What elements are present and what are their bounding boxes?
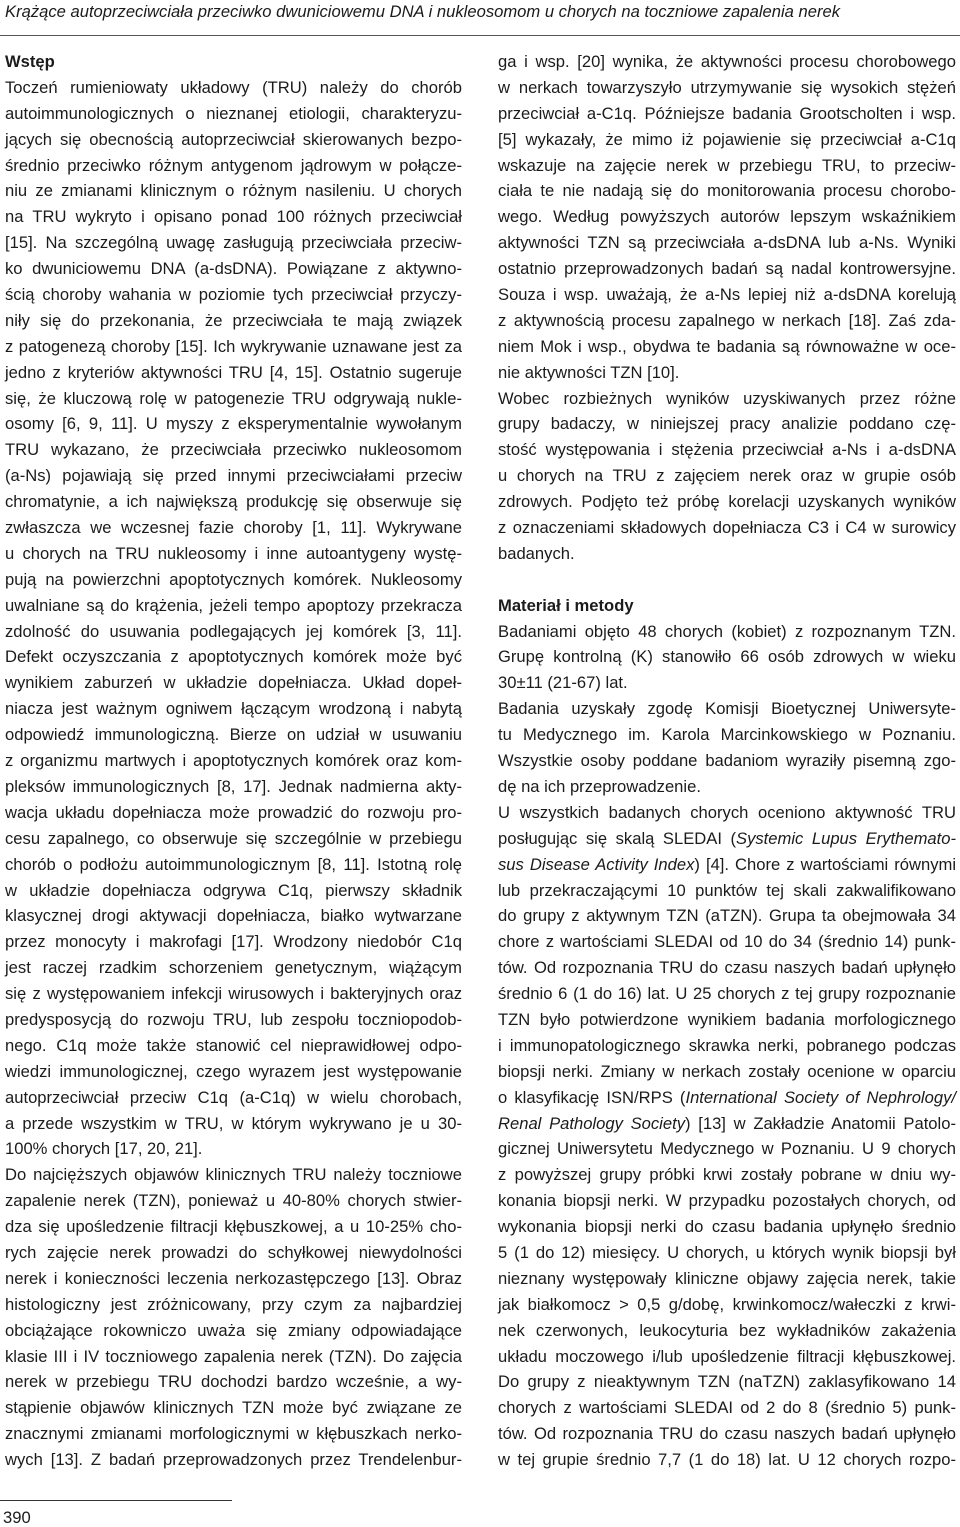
text-line: się, że kluczową rolę w patogenezie TRU odgrywają nukle-: [5, 388, 462, 408]
italic-text: sus Disease Activity Index: [498, 854, 695, 874]
text-line: Wszystkie osoby poddane badaniom wyraziły pisemną zgo-: [498, 751, 956, 771]
text-line: i immunopatologicznego skrawka nerki, pobranego podczas: [498, 1035, 956, 1055]
text-line: niem Mok i wsp., obydwa te badania są równoważne w oce-: [498, 336, 956, 356]
text-line: stąpienie objawów klinicznych TZN może być związane ze: [5, 1398, 462, 1418]
text-line: wacja układu dopełniacza może prowadzić do rozwoju pro-: [5, 802, 462, 822]
text-line: w układzie dopełniacza odgrywa C1q, pierwszy składnik: [5, 880, 462, 900]
text-line: niacza jest ważnym ogniwem łączącym wrodzoną i nabytą: [5, 699, 462, 719]
header-rule: [0, 35, 960, 36]
text-line: tów. Od rozpoznania TRU do czasu naszych badań upłynęło: [498, 1424, 956, 1444]
text-line: u chorych na TRU z zajęciem nerek oraz w grupie osób: [498, 466, 956, 486]
right-column: [498, 49, 956, 1473]
footer-rule: [0, 1500, 232, 1501]
text-line: ostatnio przeprowadzonych badań są nadal kontrowersyjne.: [498, 259, 956, 279]
text-line: znacznymi zmianami morfologicznymi w kłębuszkach nerko-: [5, 1424, 462, 1444]
text-line: nie aktywności TZN [10].: [498, 362, 680, 382]
text-line: wych [13]. Z badań przeprowadzonych przez Trendelenbur-: [5, 1450, 462, 1470]
text-line: autoprzeciwciał przeciw C1q (a-C1q) w wielu chorobach,: [5, 1087, 462, 1107]
text-segment: o klasyfikację ISN/RPS (: [498, 1087, 686, 1107]
text-line: nego. C1q może także stanowić cel nieprawidłowej odpo-: [5, 1035, 462, 1055]
text-line: [498, 1085, 956, 1111]
text-line: dza się upośledzenie filtracji kłębuszkowej, a u 10-25% cho-: [5, 1217, 462, 1237]
text-line: z aktywnością procesu zapalnego w nerkach [18]. Zaś zda-: [498, 310, 956, 330]
text-segment: ) [13] w Zakładzie Anatomii Patolo-: [685, 1113, 956, 1133]
text-line: przez monocyty i makrofagi [17]. Wrodzony niedobór C1q: [5, 932, 462, 952]
text-line: u chorych na TRU nukleosomy i inne autoantygeny wystę-: [5, 543, 462, 563]
text-line: tu Medycznego im. Karola Marcinkowskiego w Poznaniu.: [498, 725, 956, 745]
text-line: Badania uzyskały zgodę Komisji Bioetycznej Uniwersyte-: [498, 699, 956, 719]
text-line: a przede wszystkim w TRU, w którym wykrywano je u 30-: [5, 1113, 462, 1133]
text-line: zapalenie nerek (TZN), ponieważ u 40-80% chorych stwier-: [5, 1191, 462, 1211]
text-line: ga i wsp. [20] wynika, że aktywności procesu chorobowego: [498, 52, 956, 71]
text-line: średnio przeciwko różnym antygenom jądrowym w połącze-: [5, 155, 462, 175]
text-line: chore z wartościami SLEDAI od 10 do 34 (średnio 14) punk-: [498, 932, 956, 952]
page-number: 390: [3, 1508, 31, 1527]
text-line: zwłaszcza we wczesnej fazie choroby [1, 11]. Wykrywane: [5, 518, 462, 538]
text-line: średnio 6 (1 do 16) lat. U 25 chorych z tej grupy rozpoznanie: [498, 984, 956, 1004]
text-line: jak białkomocz > 0,5 g/dobę, krwinkomocz/wałeczki z krwi-: [498, 1294, 956, 1314]
text-line: badanych.: [498, 543, 575, 563]
text-line: wynikiem zaburzeń w układzie dopełniacza. Układ dopeł-: [5, 673, 462, 693]
paragraph: [498, 800, 956, 1473]
text-line: chromatynie, a ich największą produkcję się obserwuje się: [5, 492, 462, 512]
text-line: niły się do przekonania, że przeciwciała te mają związek: [5, 310, 462, 330]
text-line: konania biopsji nerki. W przypadku pozostałych chorych, od: [498, 1191, 956, 1211]
text-line: (a-Ns) pojawiają się przed innymi przeciwciałami przeciw: [5, 466, 462, 486]
paragraph: [5, 75, 462, 1162]
text-line: nek czerwonych, leukocyturia bez wykładników zakażenia: [498, 1320, 956, 1340]
text-line: TZN było potwierdzone wynikiem badania morfologicznego: [498, 1009, 956, 1029]
text-line: gicznej Uniwersytetu Medycznego w Poznaniu. U 9 chorych: [498, 1139, 956, 1159]
paragraph: [498, 696, 956, 800]
text-line: autoimmunologicznych o nieznanej etiologii, charakteryzu-: [5, 103, 462, 123]
text-line: jedno z kryteriów aktywności TRU [4, 15]. Ostatnio sugeruje: [5, 362, 462, 382]
text-line: Defekt oczyszczania z apoptotycznych komórek może być: [5, 647, 462, 667]
text-line: przeciwciał a-C1q. Późniejsze badania Grootscholten i wsp.: [498, 103, 956, 123]
text-line: z organizmu martwych i apoptotycznych komórek oraz kom-: [5, 751, 462, 771]
section-heading: Wstęp: [5, 52, 55, 71]
text-line: [498, 852, 956, 878]
text-line: Souza i wsp. uważają, że a-Ns lepiej niż a-dsDNA korelują: [498, 285, 956, 305]
text-line: biopsji nerki. Zmiany w nerkach zostały ocenione w oparciu: [498, 1061, 956, 1081]
text-line: cesu zapalnego, co obserwuje się szczególnie w przebiegu: [5, 828, 462, 848]
text-line: [498, 826, 956, 852]
text-line: histologiczny jest zróżnicowany, przy czym za najbardziej: [5, 1294, 462, 1314]
text-line: jest raczej rzadkim schorzeniem genetycznym, wiążącym: [5, 958, 462, 978]
text-line: Do najcięższych objawów klinicznych TRU należy toczniowe: [5, 1165, 462, 1185]
paragraph: [498, 386, 956, 567]
text-line: nerek i konieczności leczenia nerkozastępczego [13]. Obraz: [5, 1268, 462, 1288]
paragraph: [498, 49, 956, 386]
text-line: [498, 1111, 956, 1137]
text-line: dę na ich przeprowadzenie.: [498, 776, 701, 796]
italic-text: Renal Pathology Society: [498, 1113, 685, 1133]
text-line: grupy badaczy, w niniejszej pracy analizie poddano czę-: [498, 414, 956, 434]
text-line: 100% chorych [17, 20, 21].: [5, 1139, 203, 1159]
text-line: lub przekraczającymi 10 punktów tej skali zakwalifikowano: [498, 880, 956, 900]
text-line: z patogenezą choroby [15]. Ich wykrywanie uznawane jest za: [5, 336, 462, 356]
text-line: wiedzi immunologicznej, czego wyrazem jest występowanie: [5, 1061, 462, 1081]
text-line: 5 (1 do 12) miesięcy. U chorych, u których wynik biopsji był: [498, 1242, 956, 1262]
text-line: wykonania biopsji nerki do czasu badania upłynęło średnio: [498, 1217, 956, 1237]
text-line: aktywności TZN są przeciwciała a-dsDNA lub a-Ns. Wyniki: [498, 233, 956, 253]
text-line: do grupy z aktywnym TZN (aTZN). Grupa ta obejmowała 34: [498, 906, 956, 926]
text-line: osomy [6, 9, 11]. U myszy z eksperymentalnie wywołanym: [5, 414, 462, 434]
text-line: nieznany występowały kliniczne objawy zajęcia nerek, takie: [498, 1268, 956, 1288]
text-line: klasie III i IV toczniowego zapalenia nerek (TZN). Do zajęcia: [5, 1346, 462, 1366]
text-line: rych zajęcie nerek prowadzi do schyłkowej niewydolności: [5, 1242, 462, 1262]
text-line: U wszystkich badanych chorych oceniono aktywność TRU: [498, 802, 956, 822]
text-line: uwalniane są do krążenia, jeżeli tempo apoptozy przekracza: [5, 595, 462, 615]
text-segment: posługując się skalą SLEDAI (: [498, 828, 737, 848]
text-line: układu moczowego i/lub upośledzenie filtracji kłębuszkowej.: [498, 1346, 956, 1366]
text-line: chorych z wartościami SLEDAI od 2 do 8 (średnio 5) punk-: [498, 1398, 956, 1418]
text-line: Toczeń rumieniowaty układowy (TRU) należy do chorób: [5, 77, 462, 97]
text-line: predysposycją do rozwoju TRU, lub zespołu toczniopodob-: [5, 1009, 462, 1029]
text-line: pleksów immunologicznych [8, 17]. Jednak nadmierna akty-: [5, 776, 462, 796]
italic-text: Systemic Lupus Erythemato-: [736, 828, 956, 848]
paragraph: [498, 619, 956, 697]
text-line: Do grupy z nieaktywnym TZN (naTZN) zaklasyfikowano 14: [498, 1372, 956, 1392]
text-line: z oznaczeniami składowych dopełniacza C3 i C4 w surowicy: [498, 518, 956, 538]
text-line: klasycznej drogi aktywacji dopełniacza, białko wytwarzane: [5, 906, 462, 926]
text-line: pują na powierzchni apoptotycznych komórek. Nukleosomy: [5, 569, 462, 589]
text-line: jących się obecnością autoprzeciwciał skierowanych bezpo-: [5, 129, 462, 149]
text-line: się z występowaniem infekcji wirusowych i bakteryjnych oraz: [5, 984, 462, 1004]
text-line: obciążające rokowniczo uważa się zmiany odpowiadające: [5, 1320, 462, 1340]
text-line: Wobec rozbieżnych wyników uzyskiwanych przez różne: [498, 388, 956, 408]
left-column: [5, 49, 462, 1473]
text-line: TRU wykazano, że przeciwciała przeciwko nukleosomom: [5, 440, 462, 460]
section-heading: Materiał i metody: [498, 595, 634, 615]
text-line: tów. Od rozpoznania TRU do czasu naszych badań upłynęło: [498, 958, 956, 978]
text-line: wskazuje na zajęcie nerek w przebiegu TRU, to przeciw-: [498, 155, 956, 175]
text-line: z powyższej grupy próbki krwi zostały pobrane w dniu wy-: [498, 1165, 956, 1185]
paragraph: [5, 1162, 462, 1473]
text-segment: ) [4]. Chore z wartościami równymi: [694, 854, 957, 874]
text-line: nerek w przebiegu TRU dochodzi bardzo wcześnie, a wy-: [5, 1372, 462, 1392]
text-line: w tej grupie średnio 7,7 (1 do 18) lat. U 12 chorych rozpo-: [498, 1450, 956, 1470]
text-line: chorób o podłożu autoimmunologicznym [8, 11]. Istotną rolę: [5, 854, 462, 874]
text-line: ko dwuniciowemu DNA (a-dsDNA). Powiązane z aktywno-: [5, 259, 462, 279]
text-line: zdolność do usuwania podlegających jej komórek [3, 11].: [5, 621, 462, 641]
text-line: 30±11 (21-67) lat.: [498, 673, 628, 693]
text-line: Grupę kontrolną (K) stanowiło 66 osób zdrowych w wieku: [498, 647, 956, 667]
text-line: niu ze zmianami klinicznym o różnym nasileniu. U chorych: [5, 181, 462, 201]
text-line: w nerkach towarzyszyło utrzymywanie się wysokich stężeń: [498, 77, 956, 97]
italic-text: International Society of Nephrology/: [685, 1087, 956, 1107]
text-line: Badaniami objęto 48 chorych (kobiet) z rozpoznanym TZN.: [498, 621, 956, 641]
text-line: [5] wykazały, że mimo iż pojawienie się przeciwciał a-C1q: [498, 129, 956, 149]
running-title: Krążące autoprzeciwciała przeciwko dwuniciowemu DNA i nukleosomom u chorych na toczniowe zapalenia nerek: [5, 2, 841, 21]
text-line: zdrowych. Podjęto też próbę korelacji uzyskanych wyników: [498, 492, 956, 512]
text-line: stość występowania i stężenia przeciwciał a-Ns i a-dsDNA: [498, 440, 956, 460]
text-line: odpowiedź immunologiczną. Bierze on udział w usuwaniu: [5, 725, 462, 745]
text-line: ścią choroby wahania w poziomie tych przeciwciał przyczy-: [5, 285, 462, 305]
text-line: wego. Według powyższych autorów lepszym wskaźnikiem: [498, 207, 956, 227]
text-line: na TRU wykryto i opisano ponad 100 różnych przeciwciał: [5, 207, 462, 227]
text-line: ciała te nie nadają się do monitorowania procesu chorobo-: [498, 181, 956, 201]
text-line: [15]. Na szczególną uwagę zasługują przeciwciała przeciw-: [5, 233, 462, 253]
